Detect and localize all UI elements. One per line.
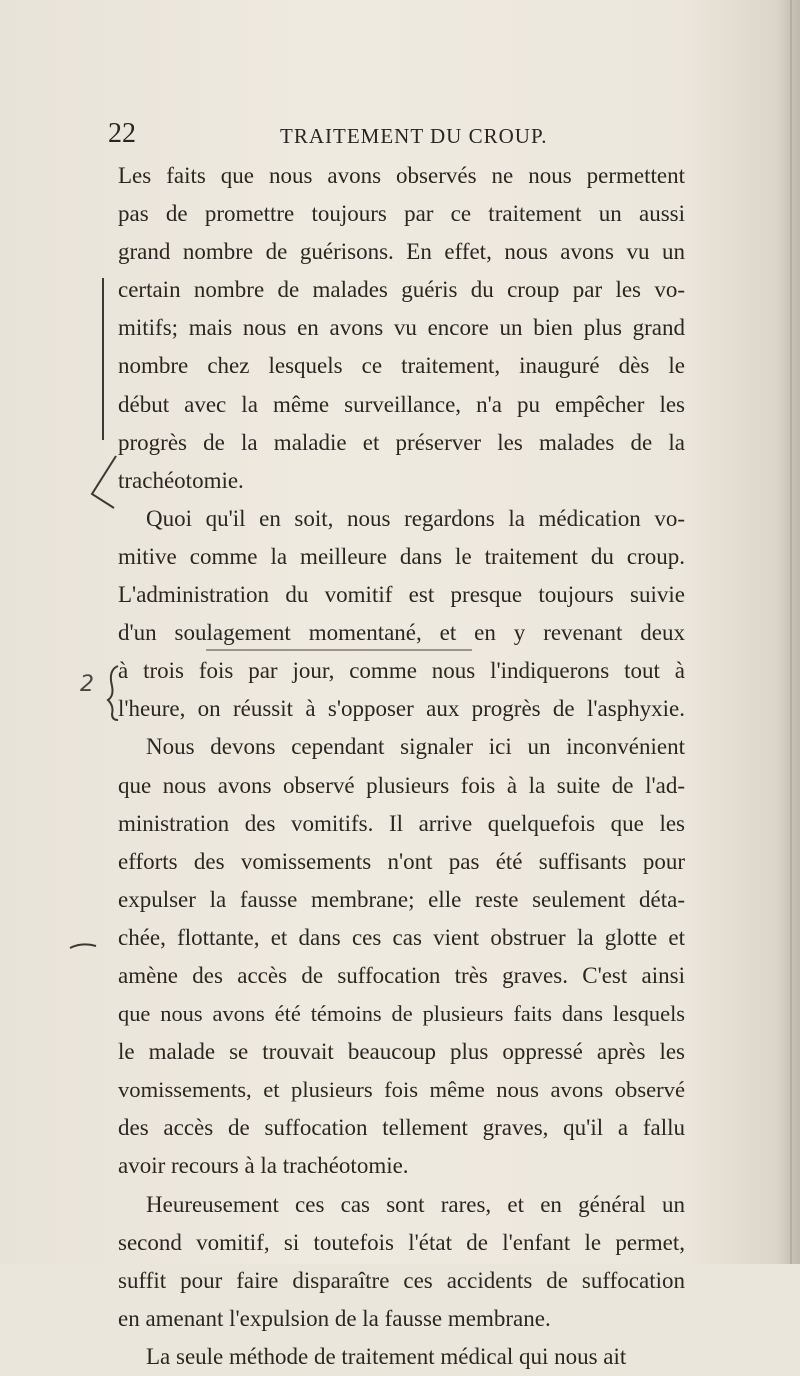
margin-dash-mark [68, 940, 98, 952]
text-line: certain nombre de malades guéris du croup par les vo- [118, 277, 685, 303]
page-header [108, 118, 708, 158]
text-line: en amenant l'expulsion de la fausse membrane. [118, 1305, 551, 1331]
text-line: mitive comme la meilleure dans le traitement du croup. [118, 543, 685, 569]
text-line: expulser la fausse membrane; elle reste seulement déta- [118, 886, 685, 912]
text-line: vomissements, et plusieurs fois même nous avons observé [118, 1077, 685, 1103]
text-line: que nous avons été témoins de plusieurs faits dans lesquels [118, 1001, 685, 1027]
text-line: La seule méthode de traitement médical qui nous ait [146, 1343, 627, 1369]
text-line: amène des accès de suffocation très graves. C'est ainsi [118, 962, 685, 988]
page-number: 22 [108, 118, 136, 149]
margin-chevron-mark [86, 452, 120, 512]
text-line: pas de promettre toujours par ce traitement un aussi [118, 201, 685, 227]
text-line: le malade se trouvait beaucoup plus oppressé après les [118, 1039, 685, 1065]
text-line: L'administration du vomitif est presque toujours suivie [118, 582, 685, 608]
text-line: des accès de suffocation tellement graves, qu'il a fallu [118, 1115, 685, 1141]
text-line: chée, flottante, et dans ces cas vient obstruer la glotte et [118, 924, 685, 950]
page-edge [790, 0, 792, 1264]
margin-bracket-line [102, 278, 104, 440]
underline-mark [204, 646, 476, 654]
text-line: suffit pour faire disparaître ces accidents de suffocation [118, 1267, 685, 1293]
text-line: second vomitif, si toutefois l'état de l'enfant le permet, [118, 1229, 685, 1255]
text-line: à trois fois par jour, comme nous l'indiquerons tout à [118, 658, 685, 684]
text-line: Nous devons cependant signaler ici un inconvénient [146, 734, 685, 760]
text-line: d'un soulagement momentané, et en y revenant deux [118, 620, 685, 646]
text-line: grand nombre de guérisons. En effet, nous avons vu un [118, 239, 685, 265]
text-line: efforts des vomissements n'ont pas été suffisants pour [118, 848, 685, 874]
text-line: trachéotomie. [118, 467, 244, 493]
text-line: progrès de la maladie et préserver les malades de la [118, 429, 685, 455]
text-line: ministration des vomitifs. Il arrive quelquefois que les [118, 810, 685, 836]
running-head: TRAITEMENT DU CROUP. [280, 124, 548, 148]
margin-annotation-number: 2 [80, 672, 94, 697]
text-line: nombre chez lesquels ce traitement, inauguré dès le [118, 353, 685, 379]
body-text [118, 157, 685, 1376]
text-line: l'heure, on réussit à s'opposer aux progrès de l'asphyxie. [118, 696, 685, 722]
text-line: avoir recours à la trachéotomie. [118, 1153, 409, 1179]
text-line: que nous avons observé plusieurs fois à la suite de l'ad- [118, 772, 685, 798]
margin-bracket-mark [104, 662, 122, 722]
text-line: début avec la même surveillance, n'a pu empêcher les [118, 391, 685, 417]
text-line: Les faits que nous avons observés ne nous permettent [118, 163, 685, 188]
text-line: Heureusement ces cas sont rares, et en général un [146, 1191, 685, 1217]
text-line: Quoi qu'il en soit, nous regardons la médication vo- [146, 505, 685, 531]
text-line: mitifs; mais nous en avons vu encore un bien plus grand [118, 315, 685, 341]
